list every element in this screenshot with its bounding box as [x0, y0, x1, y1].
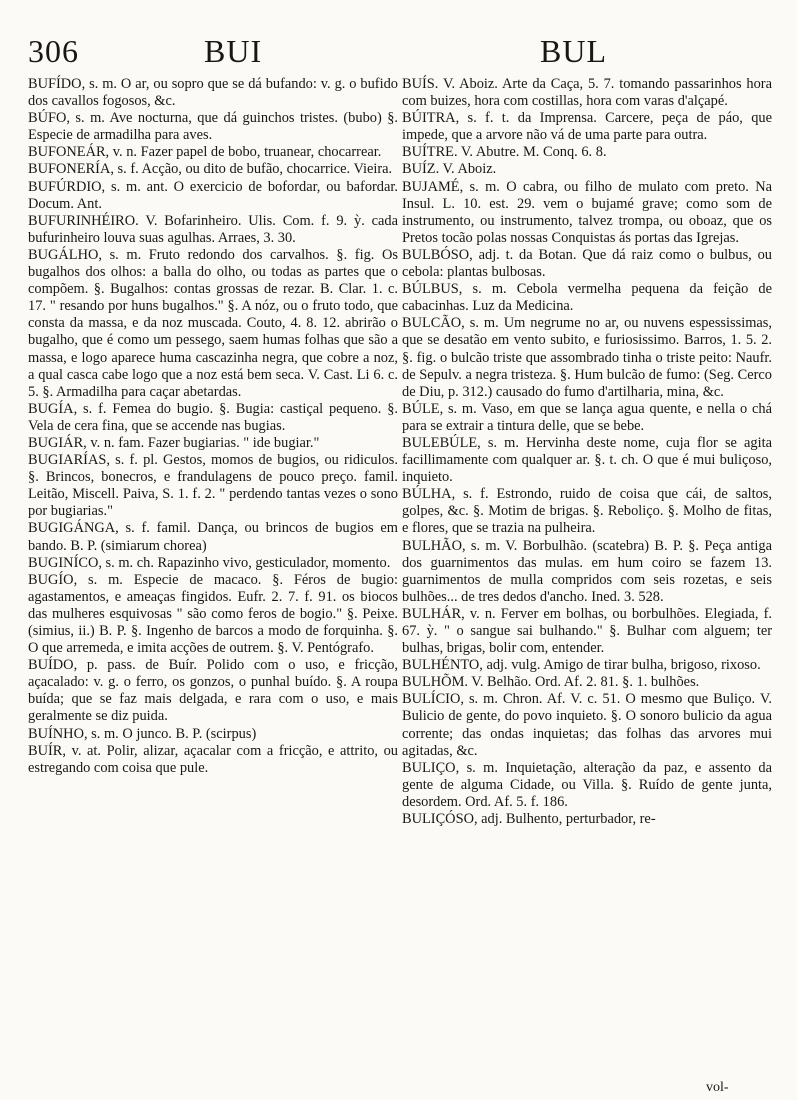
dictionary-entry: BUÍDO, p. pass. de Buír. Polido com o uso, e fricção, açacalado: v. g. o ferro, os gonzos, o punhal buído. §. A roupa buída; que se faz mais delgada, e rara com o uso, e mais geralmente se diz puida.	[28, 657, 398, 725]
dictionary-entry: BULEBÚLE, s. m. Hervinha deste nome, cuja flor se agita facillimamente com qualquer ar. §. t. ch. O que é mui buliçoso, inquieto.	[402, 434, 772, 486]
dictionary-entry: BÚITRA, s. f. t. da Imprensa. Carcere, peça de páo, que impede, que a arvore não vá de uma parte para outra.	[402, 110, 772, 144]
dictionary-entry: BÚLHA, s. f. Estrondo, ruido de coisa que cái, de saltos, golpes, &c. §. Motim de brigas. §. Reboliço. §. Molho de fitas, e flores, que se trazia na pulheira.	[402, 486, 772, 537]
right-column	[402, 76, 772, 828]
dictionary-entry: BULHÉNTO, adj. vulg. Amigo de tirar bulha, brigoso, rixoso.	[402, 657, 761, 674]
dictionary-entry: BUGÍO, s. m. Especie de macaco. §. Féros de bugio: agastamentos, e ameaças fingidos. Eufr. 2. 7. f. 91. os biocos das mulheres esquivosas " são como feros de bogio." §. Peixe. (simius, ii.) B. P. §. Ingenho de barcos a modo de forquinha. §. O que arremeda, e imita acções de outrem. §. V. Pentógrafo.	[28, 571, 398, 657]
dictionary-entry: BULCÃO, s. m. Um negrume no ar, ou nuvens espessissimas, que se desatão em vento subito, e furiosissimo. Barros, 1. 5. 2. §. fig. o bulcão triste que assombrado tinha o triste peito: Naufr. de Sepulv. a negra tristeza. §. Hum bulcão de fumo: (Seg. Cerco de Diu, p. 312.) causado do fumo d'artilharia, mina, &c.	[402, 315, 772, 400]
dictionary-entry: BUFÚRDIO, s. m. ant. O exercicio de bofordar, ou bafordar. Docum. Ant.	[28, 178, 398, 212]
dictionary-entry: BUÍR, v. at. Polir, alizar, açacalar com a fricção, e attrito, ou estregando com coisa que pule.	[28, 742, 398, 776]
dictionary-entry: BÚLBUS, s. m. Cebola vermelha pequena da feição de cabacinhas. Luz da Medicina.	[402, 281, 772, 315]
dictionary-entry: BUÍS. V. Aboiz. Arte da Caça, 5. 7. tomando passarinhos hora com buizes, hora com costillas, hora com varas d'alçapé.	[402, 76, 772, 110]
left-running-head: BUI	[204, 33, 263, 69]
left-column	[28, 76, 398, 777]
page-number: 306	[28, 33, 79, 69]
dictionary-entry: BÚLE, s. m. Vaso, em que se lança agua quente, e nella o chá para se extrair a tintura delle, que se bebe.	[402, 400, 772, 434]
dictionary-entry: BULIÇÓSO, adj. Bulhento, perturbador, re-	[402, 811, 656, 828]
dictionary-entry: BUGÍA, s. f. Femea do bugio. §. Bugia: castiçal pequeno. §. Vela de cera fina, que se accende nas bugias.	[28, 400, 398, 434]
dictionary-entry: BULHÃO, s. m. V. Borbulhão. (scatebra) B. P. §. Peça antiga dos guarnimentos das mulas. em hum coiro se fazem 13. guarnimentos de mulla compridos com seis rozetas, e seis bulhões... de tres dedos d'ancho. Ined. 3. 528.	[402, 537, 772, 605]
dictionary-entry: BUÍZ. V. Aboiz.	[402, 161, 497, 178]
dictionary-entry: BUFURINHÉIRO. V. Bofarinheiro. Ulis. Com. f. 9. ỳ. cada bufurinheiro louva suas agulhas. Arraes, 3. 30.	[28, 212, 398, 246]
dictionary-entry: BUFONERÍA, s. f. Acção, ou dito de bufão, chocarrice. Vieira.	[28, 161, 393, 178]
dictionary-entry: BUGIGÁNGA, s. f. famil. Dança, ou brincos de bugios em bando. B. P. (simiarum chorea)	[28, 520, 398, 554]
dictionary-entry: BÚFO, s. m. Ave nocturna, que dá guinchos tristes. (bubo) §. Especie de armadilha para aves.	[28, 110, 398, 144]
dictionary-entry: BUGÁLHO, s. m. Fruto redondo dos carvalhos. §. fig. Os bugalhos dos olhos: a balla do olho, ou todas as partes que o compõem. §. Bugalhos: contas grossas de rezar. B. Clar. 1. c. 17. " resando por huns bugalhos." §. A nóz, ou o fruto todo, que consta da massa, e da noz muscada. Couto, 4. 8. 12. abrirão o bugalho, que é como um pessego, saem humas folhas que são a massa, e logo aparece huma cascazinha negra, que cobre a noz, a qual casca cabe logo que a noz está bem seca. V. Cast. Li 6. c. 5. §. Armadilha para caçar abetardas.	[28, 246, 398, 400]
catchword: vol-	[706, 1080, 729, 1095]
dictionary-entry: BUJAMÉ, s. m. O cabra, ou filho de mulato com preto. Na Insul. L. 10. est. 29. vem o bujamé grave; como som de instrumento, ou instrumento, talvez trompa, ou oboaz, que os Pretos tocão polas nossas Conquistas ás portas das Igrejas.	[402, 178, 772, 246]
dictionary-entry: BULBÓSO, adj. t. da Botan. Que dá raiz como o bulbus, ou cebola: plantas bulbosas.	[402, 246, 772, 281]
dictionary-entry: BUÍNHO, s. m. O junco. B. P. (scirpus)	[28, 725, 257, 742]
right-running-head: BUL	[540, 33, 607, 69]
dictionary-entry: BULHÕM. V. Belhão. Ord. Af. 2. 81. §. 1. bulhões.	[402, 674, 700, 691]
dictionary-entry: BUFÍDO, s. m. O ar, ou sopro que se dá bufando: v. g. o bufido dos cavallos fogosos, &c.	[28, 76, 398, 110]
dictionary-entry: BUGIÁR, v. n. fam. Fazer bugiarias. " ide bugiar."	[28, 434, 320, 451]
dictionary-entry: BULÍCIO, s. m. Chron. Af. V. c. 51. O mesmo que Buliço. V. Bulicio de gente, do povo inquieto. §. O sonoro bulicio da agua corrente; das ondas inquietas; das folhas das arvores mui agitadas, &c.	[402, 691, 772, 759]
dictionary-entry: BULHÁR, v. n. Ferver em bolhas, ou borbulhões. Elegiada, f. 67. ỳ. " o sangue sai bulhando." §. Bulhar com alguem; ter bulhas, brigas, bolir com, entender.	[402, 605, 772, 657]
dictionary-entry: BUGIARÍAS, s. f. pl. Gestos, momos de bugios, ou ridiculos. §. Brincos, bonecros, e frandulagens de pouco preço. famil. Leitão, Miscell. Paiva, S. 1. f. 2. " perdendo tantas vezes o sono por bugiarias."	[28, 452, 398, 520]
dictionary-entry: BUFONEÁR, v. n. Fazer papel de bobo, truanear, chocarrear.	[28, 144, 382, 161]
dictionary-entry: BUÍTRE. V. Abutre. M. Conq. 6. 8.	[402, 144, 607, 161]
dictionary-entry: BUGINÍCO, s. m. ch. Rapazinho vivo, gesticulador, momento.	[28, 554, 391, 571]
dictionary-entry: BULIÇO, s. m. Inquietação, alteração da paz, e assento da gente de alguma Cidade, ou Villa. §. Ruído de gente junta, desordem. Ord. Af. 5. f. 186.	[402, 759, 772, 810]
